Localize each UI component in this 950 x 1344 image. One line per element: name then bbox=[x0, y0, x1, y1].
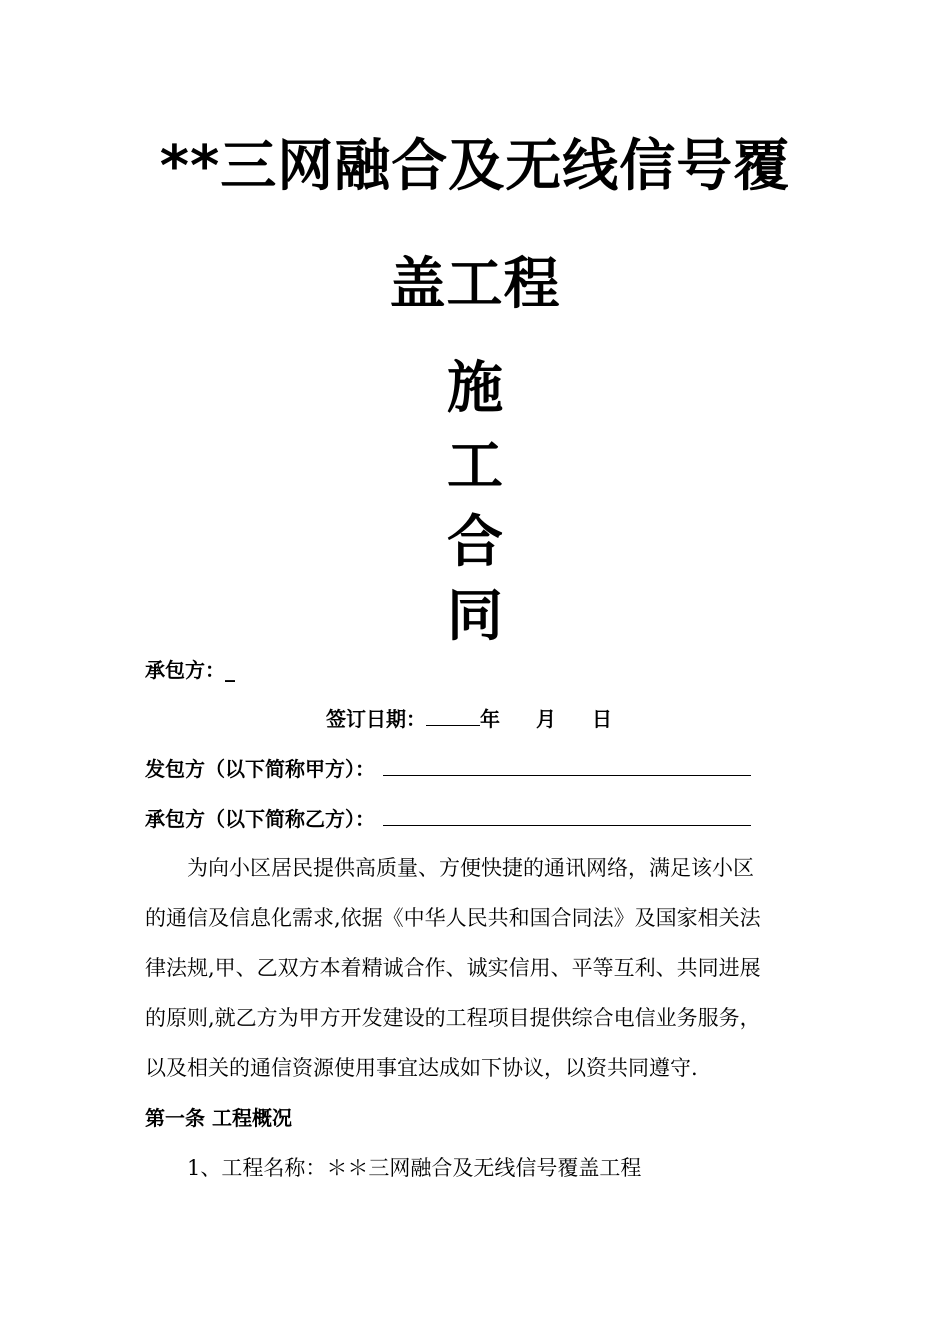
article-1-heading: 第一条 工程概况 bbox=[145, 1106, 292, 1130]
party-b-label: 承包方（以下简称乙方）： bbox=[145, 807, 375, 831]
document-title-line-2: 盖工程 bbox=[389, 252, 561, 317]
preamble-line-3: 律法规,甲、乙双方本着精诚合作、诚实信用、平等互利、共同进展 bbox=[145, 956, 761, 980]
contractor-short-line bbox=[145, 656, 235, 684]
signing-year-blank bbox=[426, 705, 480, 726]
party-a-line bbox=[145, 755, 751, 783]
preamble-line-5: 以及相关的通信资源使用事宜达成如下协议，以资共同遵守. bbox=[145, 1056, 698, 1080]
preamble-line-1: 为向小区居民提供高质量、方便快捷的通讯网络，满足该小区 bbox=[187, 856, 754, 880]
subtitle-char-1: 施 bbox=[447, 356, 503, 421]
party-b-line bbox=[145, 805, 751, 833]
preamble-line-2: 的通信及信息化需求,依据《中华人民共和国合同法》及国家相关法 bbox=[145, 906, 761, 930]
article-1-item-1: 1、工程名称：＊＊三网融合及无线信号覆盖工程 bbox=[187, 1156, 642, 1180]
preamble-line-4: 的原则,就乙方为甲方开发建设的工程项目提供综合电信业务服务， bbox=[145, 1006, 761, 1030]
subtitle-char-3: 合 bbox=[447, 510, 503, 575]
signing-date-line bbox=[326, 705, 612, 733]
contractor-short-value: _ bbox=[225, 658, 235, 682]
signing-month-label: 月 bbox=[536, 707, 556, 731]
contractor-short-label: 承包方： bbox=[145, 658, 225, 682]
party-b-blank bbox=[383, 805, 751, 826]
party-a-blank bbox=[383, 755, 751, 776]
signing-date-label: 签订日期： bbox=[326, 707, 426, 731]
signing-day-label: 日 bbox=[592, 707, 612, 731]
party-a-label: 发包方（以下简称甲方）： bbox=[145, 757, 375, 781]
subtitle-char-2: 工 bbox=[447, 434, 503, 499]
signing-year-label: 年 bbox=[480, 707, 500, 731]
subtitle-char-4: 同 bbox=[447, 584, 503, 649]
document-title-line-1: **三网融合及无线信号覆 bbox=[159, 134, 791, 199]
